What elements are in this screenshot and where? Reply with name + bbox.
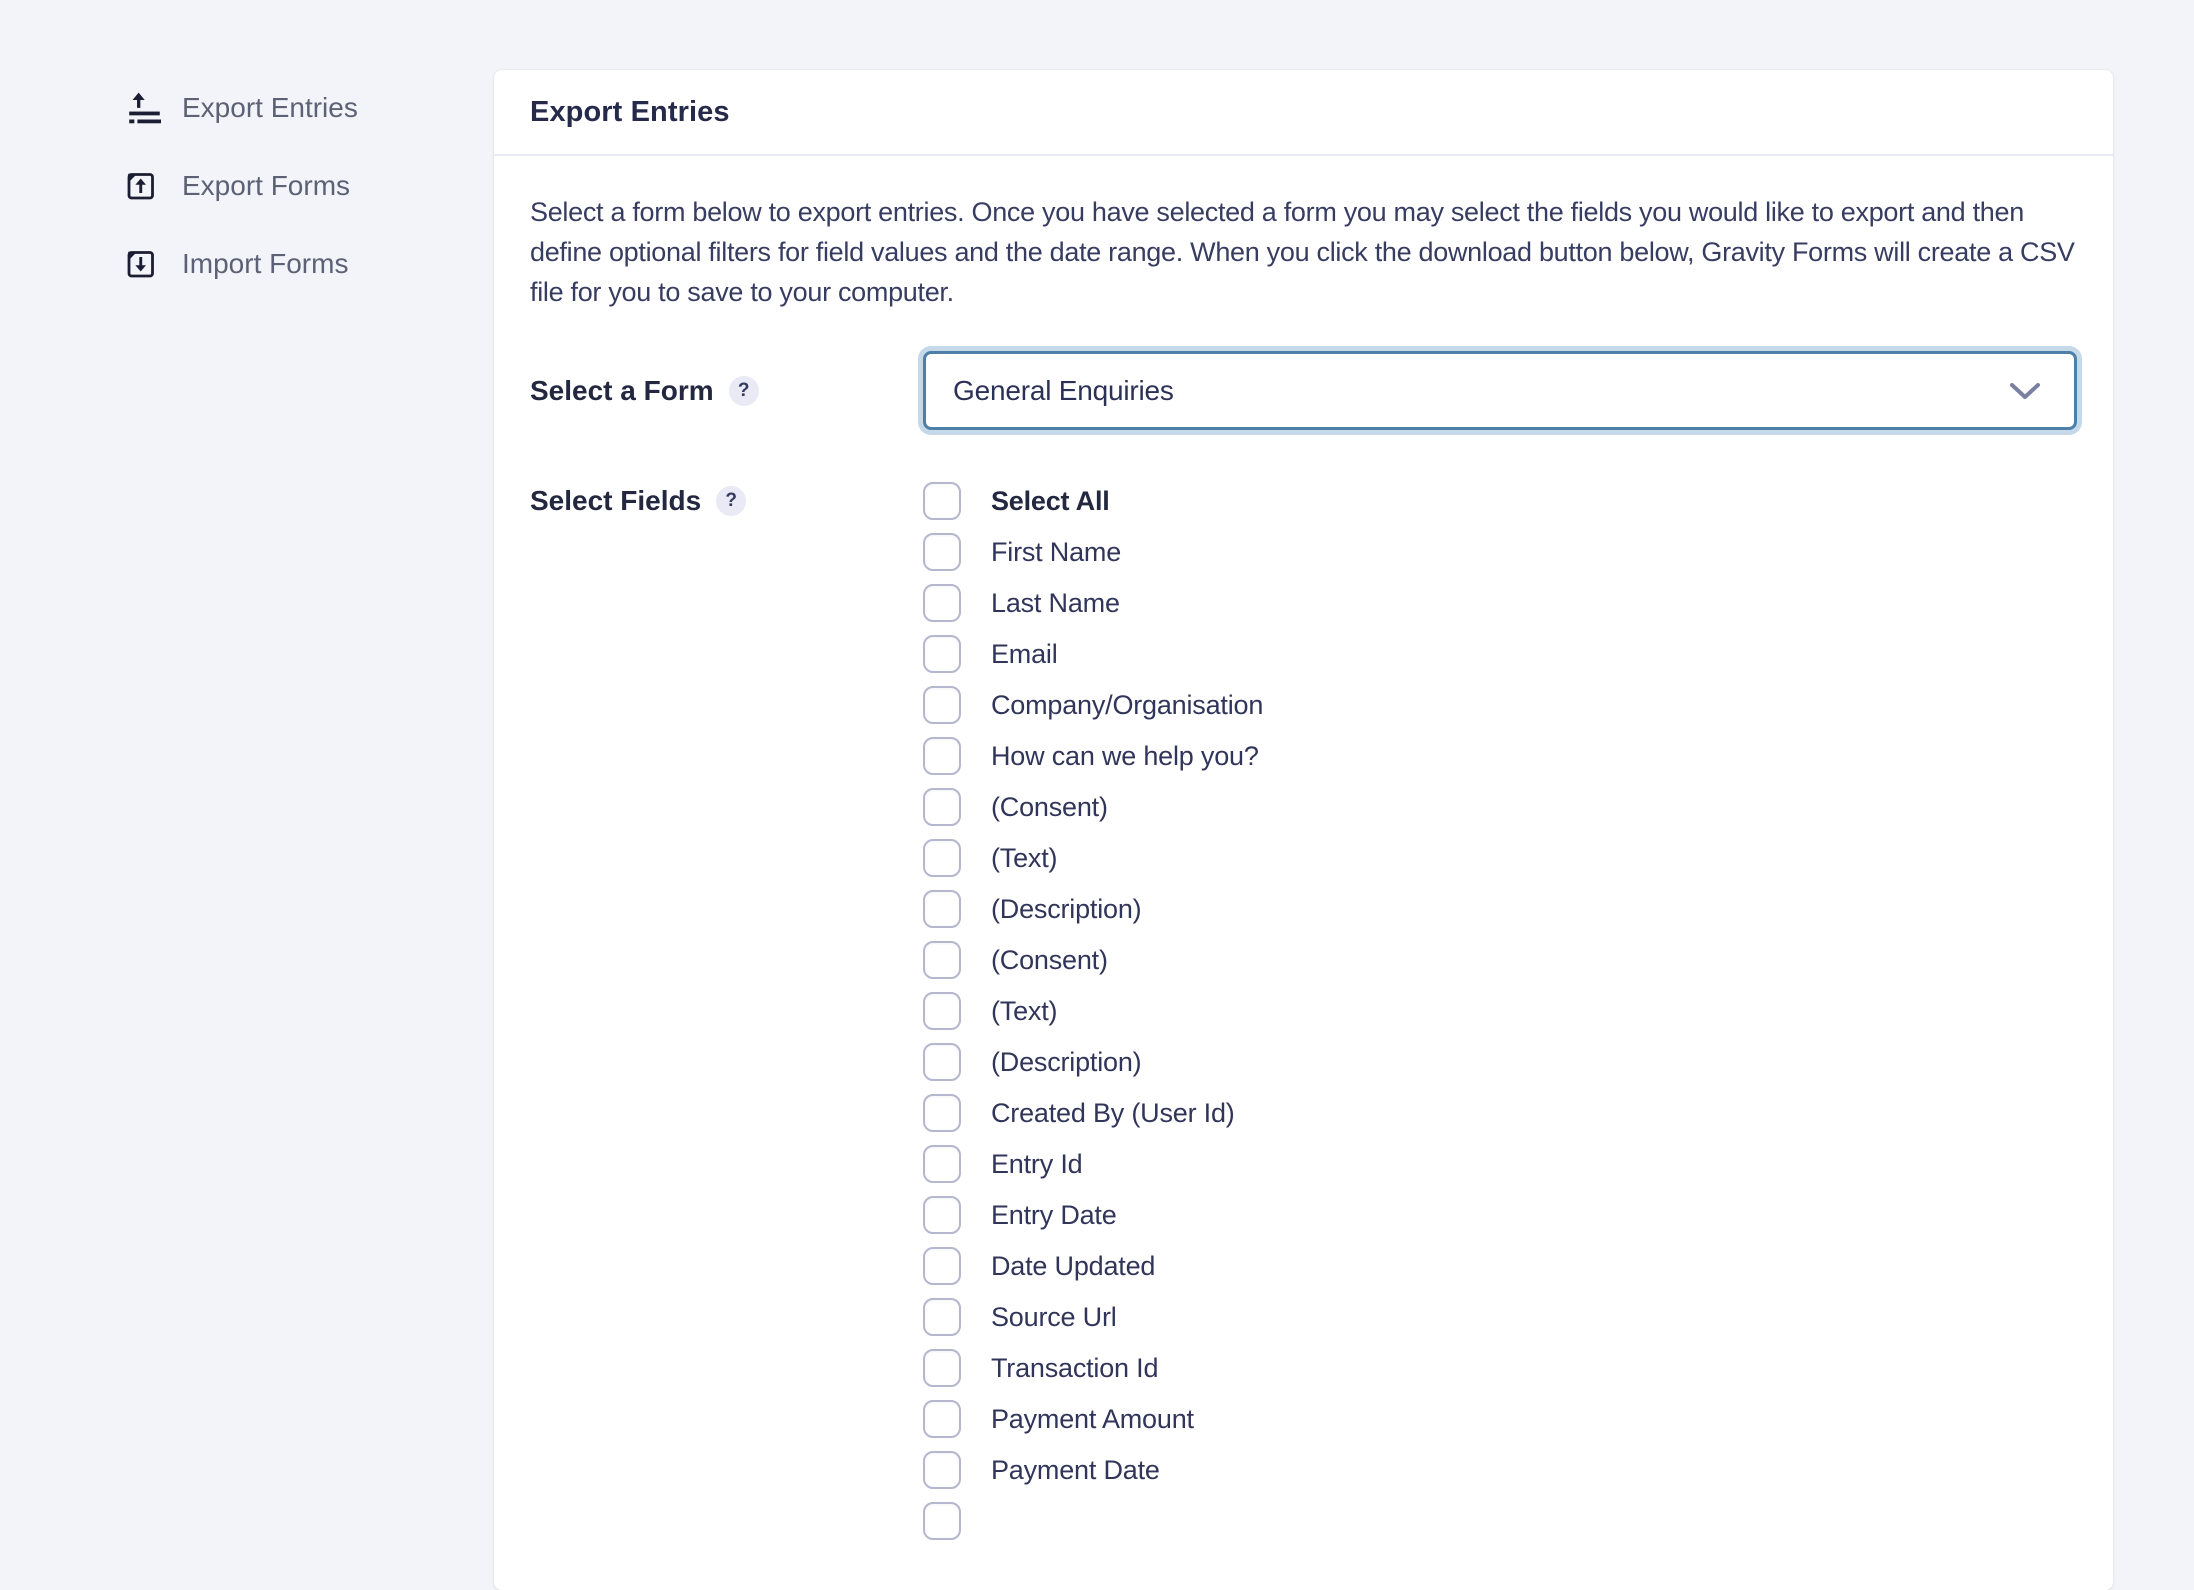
field-checkbox[interactable] <box>923 482 961 520</box>
field-row[interactable] <box>923 1298 1263 1336</box>
sidebar-item-label: Export Entries <box>182 92 358 123</box>
panel-header <box>494 70 2113 156</box>
sidebar-item-export-forms[interactable] <box>127 166 358 206</box>
field-label: How can we help you? <box>991 740 1259 771</box>
field-row[interactable] <box>923 992 1263 1030</box>
field-label: Date Updated <box>991 1250 1156 1281</box>
field-checkbox[interactable] <box>923 1400 961 1438</box>
field-checkbox[interactable] <box>923 584 961 622</box>
field-label: (Text) <box>991 995 1058 1026</box>
select-form-row <box>530 351 2077 430</box>
field-label: Entry Date <box>991 1199 1117 1230</box>
field-checkbox[interactable] <box>923 533 961 571</box>
field-label: Transaction Id <box>991 1352 1159 1383</box>
panel-body <box>494 156 2113 1589</box>
field-label: Created By (User Id) <box>991 1097 1235 1128</box>
chevron-down-icon <box>2008 381 2042 401</box>
field-label: (Description) <box>991 1046 1142 1077</box>
field-label: Source Url <box>991 1301 1117 1332</box>
field-checkbox[interactable] <box>923 839 961 877</box>
field-row[interactable] <box>923 584 1263 622</box>
import-forms-icon <box>127 244 169 284</box>
field-checkbox[interactable] <box>923 1247 961 1285</box>
help-icon[interactable]: ? <box>729 376 759 406</box>
field-row-partial[interactable] <box>923 1502 1263 1540</box>
field-checkbox[interactable] <box>923 686 961 724</box>
field-row[interactable] <box>923 1145 1263 1183</box>
page-title: Export Entries <box>530 95 730 128</box>
field-row[interactable] <box>923 941 1263 979</box>
field-checkbox[interactable] <box>923 1145 961 1183</box>
field-row[interactable] <box>923 1247 1263 1285</box>
field-checkbox[interactable] <box>923 890 961 928</box>
export-entries-icon <box>127 88 169 128</box>
field-label: (Description) <box>991 893 1142 924</box>
field-checkbox[interactable] <box>923 635 961 673</box>
field-label: Email <box>991 638 1058 669</box>
field-label: Entry Id <box>991 1148 1083 1179</box>
field-checkbox[interactable] <box>923 1043 961 1081</box>
sidebar-item-import-forms[interactable] <box>127 244 358 284</box>
field-row[interactable] <box>923 1451 1263 1489</box>
field-checkbox[interactable] <box>923 992 961 1030</box>
sidebar-item-export-entries[interactable] <box>127 88 358 128</box>
field-row[interactable] <box>923 1094 1263 1132</box>
field-checkbox[interactable] <box>923 1094 961 1132</box>
select-fields-label: Select Fields <box>530 485 702 516</box>
field-checkbox[interactable] <box>923 737 961 775</box>
form-select[interactable] <box>923 351 2077 430</box>
field-label: Payment Date <box>991 1454 1160 1485</box>
field-label: Payment Amount <box>991 1403 1194 1434</box>
field-row[interactable] <box>923 1196 1263 1234</box>
field-row[interactable] <box>923 839 1263 877</box>
field-label: First Name <box>991 536 1122 567</box>
export-entries-panel <box>494 70 2113 1590</box>
field-label: Last Name <box>991 587 1120 618</box>
field-row[interactable] <box>923 635 1263 673</box>
field-label: (Text) <box>991 842 1058 873</box>
field-row[interactable] <box>923 482 1263 520</box>
select-fields-label-group <box>530 482 923 520</box>
field-row[interactable] <box>923 1043 1263 1081</box>
export-forms-icon <box>127 166 169 206</box>
field-checkbox[interactable] <box>923 1196 961 1234</box>
fields-list <box>923 482 1263 1553</box>
sidebar-item-label: Import Forms <box>182 248 349 279</box>
select-form-label: Select a Form <box>530 374 714 406</box>
field-label: (Consent) <box>991 791 1108 822</box>
field-row[interactable] <box>923 890 1263 928</box>
field-label: Company/Organisation <box>991 689 1264 720</box>
export-description: Select a form below to export entries. Once you have selected a form you may select the fields you would like to export and then define optional filters for field values and the date range. When you click the download button below, Gravity Forms will create a CSV file for you to save to your computer. <box>530 197 2075 307</box>
field-label: Select All <box>991 485 1110 516</box>
field-row[interactable] <box>923 533 1263 571</box>
field-row[interactable] <box>923 1400 1263 1438</box>
help-icon[interactable]: ? <box>716 486 746 516</box>
form-select-value: General Enquiries <box>953 374 1174 406</box>
sidebar-item-label: Export Forms <box>182 170 351 201</box>
field-row[interactable] <box>923 737 1263 775</box>
field-checkbox[interactable] <box>923 1349 961 1387</box>
field-checkbox[interactable] <box>923 1298 961 1336</box>
select-form-label-group <box>530 372 923 410</box>
field-row[interactable] <box>923 788 1263 826</box>
field-label: (Consent) <box>991 944 1108 975</box>
field-checkbox[interactable] <box>923 941 961 979</box>
field-row[interactable] <box>923 1349 1263 1387</box>
field-row[interactable] <box>923 686 1263 724</box>
field-checkbox[interactable] <box>923 788 961 826</box>
field-checkbox[interactable] <box>923 1451 961 1489</box>
field-checkbox[interactable] <box>923 1502 961 1540</box>
settings-sidebar <box>127 88 358 284</box>
select-fields-row <box>530 482 2077 1553</box>
